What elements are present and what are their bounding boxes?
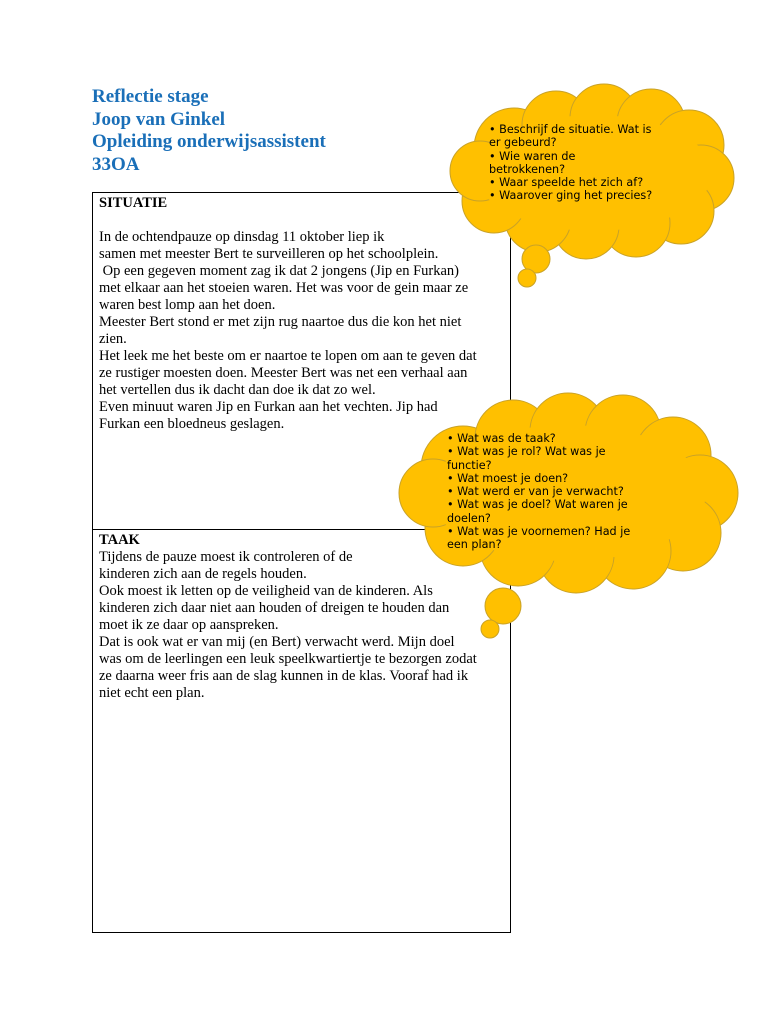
text-line: Even minuut waren Jip en Furkan aan het vechten. Jip had: [99, 399, 438, 415]
taak-cloud-text: [447, 432, 630, 552]
text-line: kinderen zich aan de regels houden.: [99, 566, 307, 582]
cloud-bullet: • Wat was je doel? Wat waren je: [447, 498, 628, 512]
cloud-bullet: • Wat moest je doen?: [447, 471, 569, 485]
text-line: kinderen zich daar niet aan houden of dreigen te houden dan: [99, 600, 450, 616]
taak-title: TAAK: [99, 532, 140, 548]
document-header: [92, 86, 326, 176]
situatie-thought-cloud: [436, 83, 736, 288]
text-line: zien.: [99, 331, 127, 347]
text-line: waren best lomp aan het doen.: [99, 297, 276, 313]
text-line: Dat is ook wat er van mij (en Bert) verwacht werd. Mijn doel: [99, 634, 455, 650]
text-line: Furkan een bloedneus geslagen.: [99, 416, 285, 432]
cloud-bullet: • Wat werd er van je verwacht?: [447, 485, 624, 499]
text-line: was om de leerlingen een leuk speelkwartiertje te bezorgen zodat: [99, 651, 477, 667]
cloud-bullet: • Wat was je rol? Wat was je: [447, 445, 606, 459]
text-line: Ook moest ik letten op de veiligheid van de kinderen. Als: [99, 583, 433, 599]
text-line: In de ochtendpauze op dinsdag 11 oktober liep ik: [99, 229, 385, 245]
cloud-bullet: functie?: [447, 458, 492, 472]
cloud-bullet: een plan?: [447, 538, 502, 552]
text-line: niet echt een plan.: [99, 685, 205, 701]
text-line: ze daarna weer fris aan de slag kunnen in de klas. Vooraf had ik: [99, 668, 469, 684]
header-author: Joop van Ginkel: [92, 108, 226, 130]
situatie-title: SITUATIE: [99, 195, 168, 211]
header-class: 33OA: [92, 153, 140, 175]
cloud-bullet: er gebeurd?: [489, 136, 557, 150]
text-line: moet ik ze daar op aanspreken.: [99, 617, 279, 633]
text-line: ze rustiger moesten doen. Meester Bert was net een verhaal aan: [99, 365, 468, 381]
taak-thought-cloud: [388, 393, 740, 638]
text-line: met elkaar aan het stoeien waren. Het was voor de gein maar ze: [99, 280, 469, 296]
cloud-bullet: • Beschrijf de situatie. Wat is: [489, 123, 652, 136]
header-title: Reflectie stage: [92, 86, 209, 107]
situatie-cloud-text: [489, 123, 652, 203]
text-line: samen met meester Bert te surveilleren op het schoolplein.: [99, 246, 439, 262]
text-line: Op een gegeven moment zag ik dat 2 jongens (Jip en Furkan): [99, 263, 459, 279]
cloud-bullet: • Wie waren de: [489, 149, 576, 163]
cloud-bullet: • Waar speelde het zich af?: [489, 176, 644, 190]
text-line: Het leek me het beste om er naartoe te lopen om aan te geven dat: [99, 348, 477, 364]
text-line: Meester Bert stond er met zijn rug naartoe dus die kon het niet: [99, 314, 462, 330]
cloud-bullet: betrokkenen?: [489, 162, 566, 176]
cloud-bullet: • Waarover ging het precies?: [489, 189, 653, 203]
text-line: het vertellen dus ik dacht dan doe ik dat zo wel.: [99, 382, 376, 398]
text-line: Tijdens de pauze moest ik controleren of de: [99, 549, 353, 565]
cloud-bullet: • Wat was de taak?: [447, 432, 556, 445]
header-program: Opleiding onderwijsassistent: [92, 131, 326, 152]
cloud-bullet: • Wat was je voornemen? Had je: [447, 525, 631, 539]
cloud-bullet: doelen?: [447, 511, 491, 525]
